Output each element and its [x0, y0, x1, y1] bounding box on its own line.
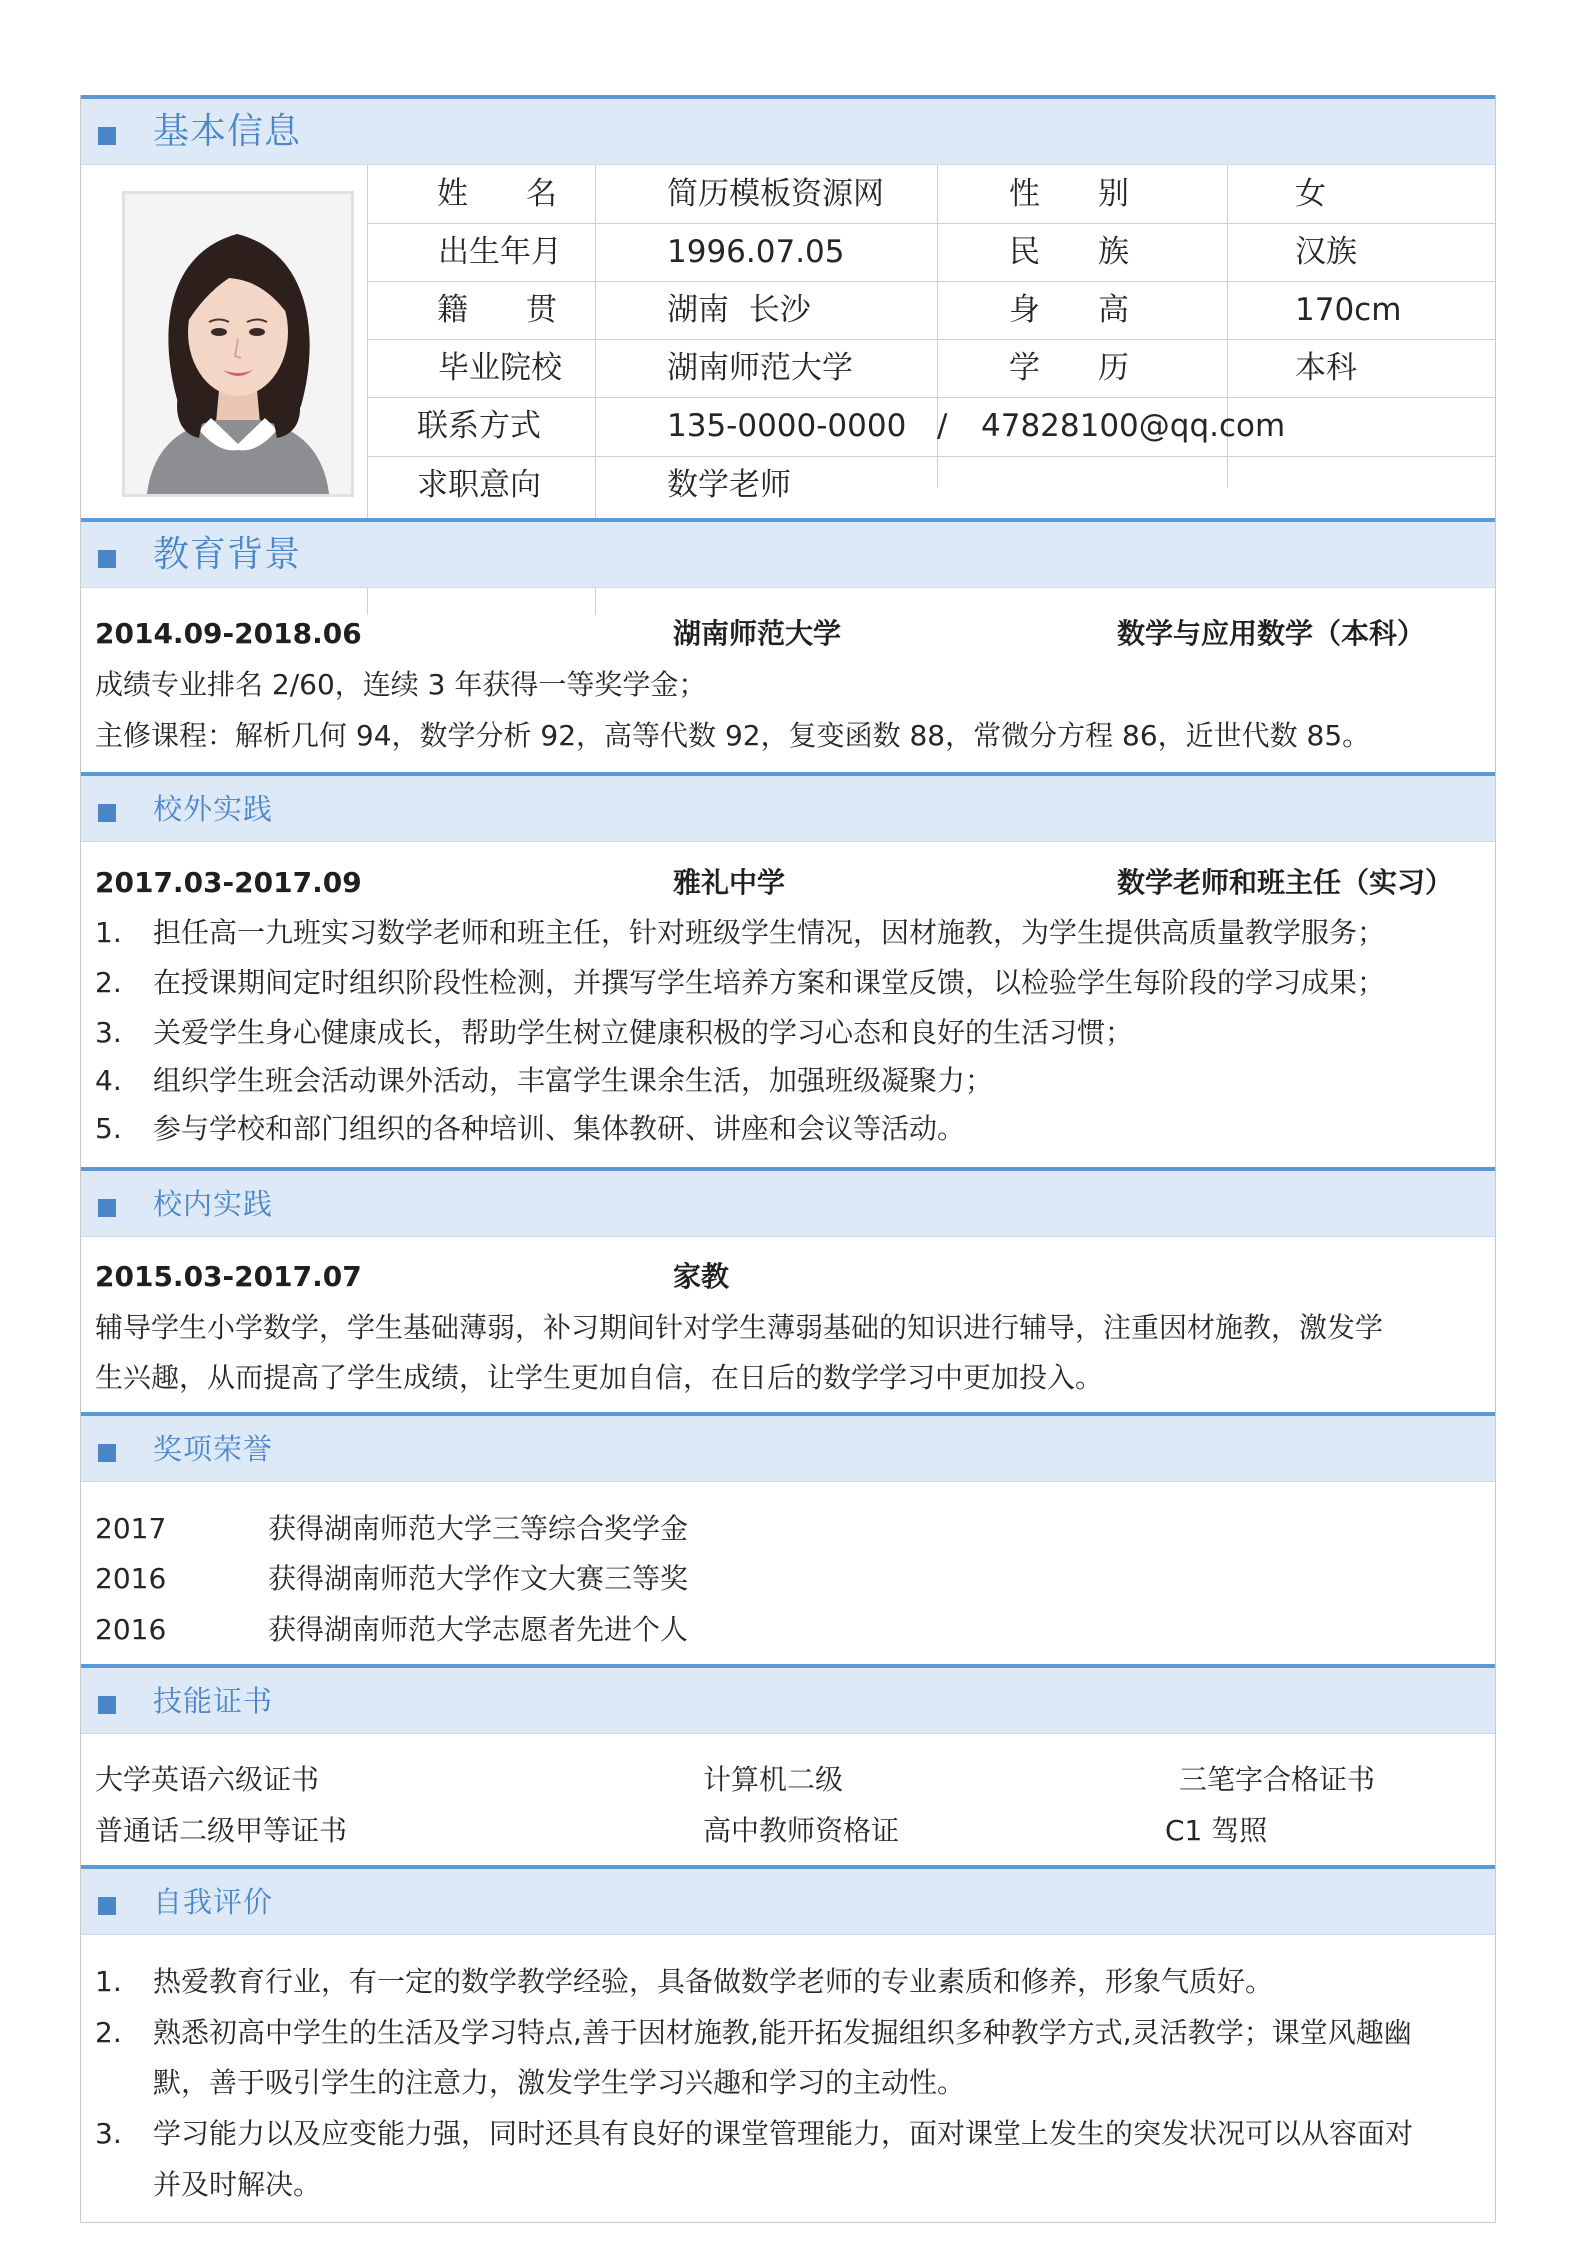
square-bullet-icon: [98, 1897, 116, 1915]
outside-org: 雅礼中学: [673, 866, 786, 899]
award-text: 获得湖南师范大学作文大赛三等奖: [268, 1562, 689, 1595]
award-year: 2016: [95, 1613, 167, 1646]
list-item: 熟悉初高中学生的生活及学习特点,善于因材施教,能开拓发掘组织多种教学方式,灵活教学；课堂风趣幽: [153, 2016, 1412, 2049]
section-header-self-eval: [81, 1865, 1495, 1935]
label-name: 姓名: [437, 176, 615, 212]
value-email: 47828100@qq.com: [981, 408, 1286, 444]
label-gender: 性别: [1009, 176, 1187, 212]
value-gender: 女: [1295, 176, 1326, 212]
list-number: 3.: [95, 1016, 122, 1049]
section-title-outside-practice: 校外实践: [153, 792, 274, 826]
list-item: 关爱学生身心健康成长，帮助学生树立健康积极的学习心态和良好的生活习惯；: [153, 1016, 1134, 1049]
outside-role: 数学老师和班主任（实习）: [1117, 866, 1454, 899]
skill-item: 大学英语六级证书: [95, 1763, 320, 1796]
label-degree: 学历: [1009, 350, 1187, 386]
skill-item: 普通话二级甲等证书: [95, 1814, 348, 1847]
list-item: 参与学校和部门组织的各种培训、集体教研、讲座和会议等活动。: [153, 1112, 966, 1145]
profile-photo: [122, 191, 354, 497]
label-intent: 求职意向: [417, 467, 541, 503]
square-bullet-icon: [98, 1696, 116, 1714]
section-header-education: [81, 518, 1495, 588]
label-native: 籍贯: [437, 292, 615, 328]
section-title-education: 教育背景: [153, 534, 302, 575]
award-year: 2016: [95, 1562, 167, 1595]
value-phone: 135-0000-0000: [667, 408, 907, 444]
section-title-basic: 基本信息: [153, 111, 302, 152]
square-bullet-icon: [98, 804, 116, 822]
square-bullet-icon: [98, 1444, 116, 1462]
list-number: 5.: [95, 1112, 122, 1145]
education-period: 2014.09-2018.06: [95, 617, 362, 650]
section-header-skills: [81, 1664, 1495, 1734]
list-item: 担任高一九班实习数学老师和班主任，针对班级学生情况，因材施教，为学生提供高质量教学服务；: [153, 916, 1386, 949]
section-header-outside-practice: [81, 772, 1495, 842]
list-item: 组织学生班会活动课外活动，丰富学生课余生活，加强班级凝聚力；: [153, 1064, 994, 1097]
section-title-awards: 奖项荣誉: [153, 1432, 274, 1466]
list-item-cont: 并及时解决。: [153, 2168, 322, 2201]
square-bullet-icon: [98, 127, 116, 145]
value-native: 湖南 长沙: [667, 292, 811, 328]
inside-line: 生兴趣，从而提高了学生成绩，让学生更加自信，在日后的数学学习中更加投入。: [95, 1361, 1104, 1394]
list-number: 1.: [95, 1965, 122, 1998]
list-number: 2.: [95, 966, 122, 999]
resume-sheet: [80, 95, 1496, 2223]
award-text: 获得湖南师范大学三等综合奖学金: [268, 1512, 689, 1545]
skill-item: 三笔字合格证书: [1179, 1763, 1376, 1796]
square-bullet-icon: [98, 1199, 116, 1217]
education-line: 成绩专业排名 2/60，连续 3 年获得一等奖学金；: [95, 668, 707, 701]
section-title-inside-practice: 校内实践: [153, 1187, 274, 1221]
education-school: 湖南师范大学: [673, 617, 842, 650]
list-item: 热爱教育行业，有一定的数学教学经验，具备做数学老师的专业素质和修养，形象气质好。: [153, 1965, 1274, 1998]
value-degree: 本科: [1295, 350, 1357, 386]
skill-item: C1 驾照: [1165, 1814, 1268, 1847]
list-number: 3.: [95, 2117, 122, 2150]
education-major: 数学与应用数学（本科）: [1117, 617, 1426, 650]
outside-period: 2017.03-2017.09: [95, 866, 362, 899]
skill-item: 高中教师资格证: [703, 1814, 900, 1847]
square-bullet-icon: [98, 550, 116, 568]
avatar-portrait: [125, 194, 351, 494]
list-number: 1.: [95, 916, 122, 949]
section-title-skills: 技能证书: [153, 1684, 274, 1718]
list-item: 学习能力以及应变能力强，同时还具有良好的课堂管理能力，面对课堂上发生的突发状况可以从容面对: [153, 2117, 1414, 2150]
label-height: 身高: [1009, 292, 1187, 328]
list-item-cont: 默，善于吸引学生的注意力，激发学生学习兴趣和学习的主动性。: [153, 2066, 966, 2099]
value-name: 简历模板资源网: [667, 176, 884, 212]
value-intent: 数学老师: [667, 467, 791, 503]
value-ethnic: 汉族: [1295, 234, 1357, 270]
skill-item: 计算机二级: [703, 1763, 844, 1796]
list-number: 4.: [95, 1064, 122, 1097]
value-birth: 1996.07.05: [667, 234, 845, 270]
section-title-self-eval: 自我评价: [153, 1885, 274, 1919]
value-height: 170cm: [1295, 292, 1402, 328]
label-birth: 出生年月: [438, 234, 562, 270]
label-ethnic: 民族: [1009, 234, 1187, 270]
inside-org: 家教: [673, 1260, 730, 1293]
education-line: 主修课程：解析几何 94，数学分析 92，高等代数 92，复变函数 88，常微分方程 86，近世代数 85。: [95, 719, 1371, 752]
value-school: 湖南师范大学: [667, 350, 853, 386]
section-header-basic: [81, 95, 1495, 165]
list-number: 2.: [95, 2016, 122, 2049]
inside-period: 2015.03-2017.07: [95, 1260, 362, 1293]
list-item: 在授课期间定时组织阶段性检测，并撰写学生培养方案和课堂反馈，以检验学生每阶段的学习成果；: [153, 966, 1386, 999]
award-text: 获得湖南师范大学志愿者先进个人: [268, 1613, 689, 1646]
label-school: 毕业院校: [438, 350, 562, 386]
section-header-awards: [81, 1412, 1495, 1482]
inside-line: 辅导学生小学数学，学生基础薄弱，补习期间针对学生薄弱基础的知识进行辅导，注重因材施教，激发学: [95, 1311, 1384, 1344]
label-contact: 联系方式: [417, 408, 541, 444]
award-year: 2017: [95, 1512, 167, 1545]
contact-separator: /: [937, 408, 948, 444]
section-header-inside-practice: [81, 1167, 1495, 1237]
